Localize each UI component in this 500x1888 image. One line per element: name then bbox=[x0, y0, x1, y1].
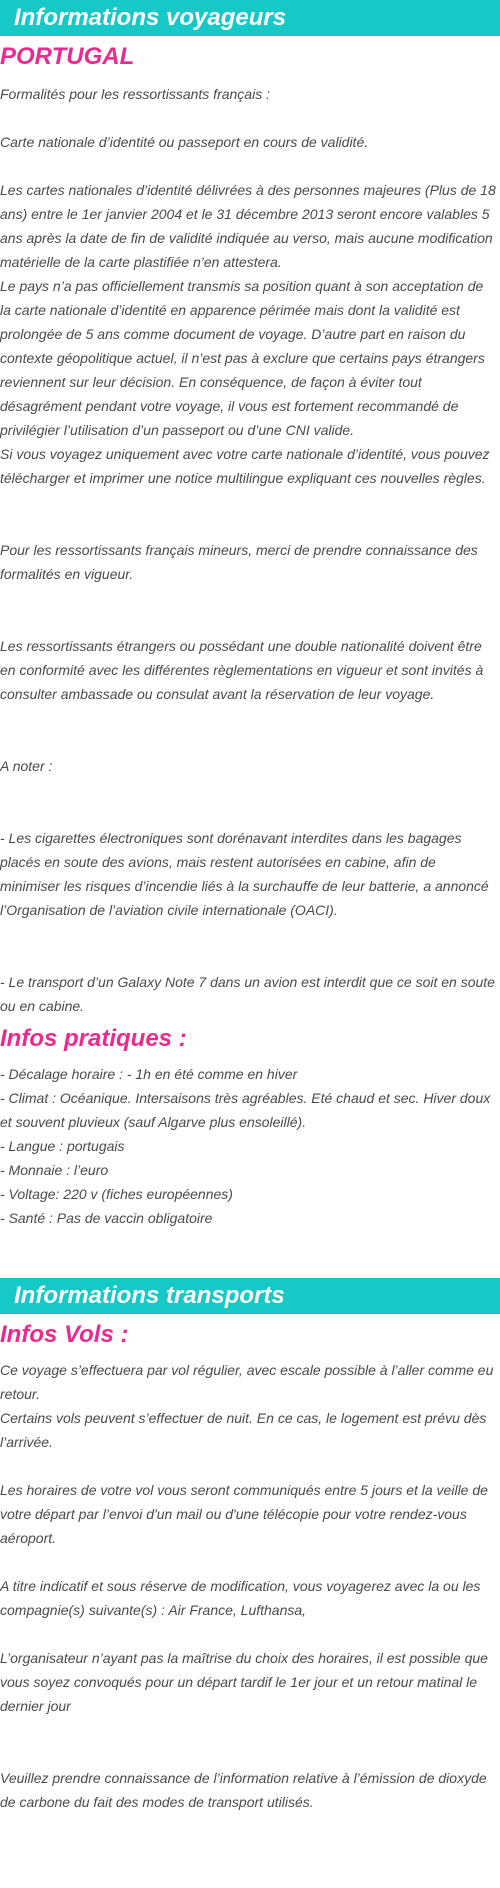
info-item-monnaie: - Monnaie : l’euro bbox=[0, 1162, 109, 1178]
info-item-langue: - Langue : portugais bbox=[0, 1138, 125, 1154]
dioxyde-paragraph: Veuillez prendre connaissance de l’information relative à l’émission de dioxyde de carbone du fait des modes de transport utilisés. bbox=[0, 1770, 487, 1810]
info-item-climat: - Climat : Océanique. Intersaisons très agréables. Eté chaud et sec. Hiver doux et souvent pluvieux (sauf Algarve plus ensoleillé). bbox=[0, 1090, 491, 1130]
info-item-decalage: - Décalage horaire : - 1h en été comme en hiver bbox=[0, 1066, 298, 1082]
country-title: PORTUGAL bbox=[0, 43, 135, 70]
pays-paragraph: Le pays n’a pas officiellement transmis sa position quant à son acceptation de la carte nationale d’identité en apparence périmée mais dont la validité est prolongée de 5 ans comme document de voyage. D’autre part en raison du contexte géopolitique actuel, il n’est pas à exclure que certains pays étrangers reviennent sur leur décision. En conséquence, de façon à éviter tout désagrément pendant votre voyage, il vous est fortement recommandé de privilégier l’utilisation d’un passeport ou d’une CNI valide. bbox=[0, 278, 485, 438]
vol-regulier-paragraph: Ce voyage s’effectuera par vol régulier, avec escale possible à l’aller comme eu retour. bbox=[0, 1362, 494, 1402]
mineurs-paragraph: Pour les ressortissants français mineurs, merci de prendre connaissance des formalités en vigueur. bbox=[0, 542, 478, 582]
horaires-paragraph: Les horaires de votre vol vous seront communiqués entre 5 jours et la veille de votre départ par l’envoi d'un mail ou d'une télécopie pour votre rendez-vous aéroport. bbox=[0, 1482, 488, 1546]
transports-header: Informations transports bbox=[0, 1278, 500, 1314]
formalites-intro: Formalités pour les ressortissants français : bbox=[0, 86, 270, 102]
a-noter-label: A noter : bbox=[0, 758, 53, 774]
voyageurs-header: Informations voyageurs bbox=[0, 0, 500, 36]
organisateur-paragraph: L’organisateur n’ayant pas la maîtrise du choix des horaires, il est possible que vous soyez convoqués pour un départ tardif le 1er jour et un retour matinal le dernier jour bbox=[0, 1650, 488, 1714]
infos-vols-title: Infos Vols : bbox=[0, 1321, 129, 1348]
galaxy-paragraph: - Le transport d’un Galaxy Note 7 dans un avion est interdit que ce soit en soute ou en cabine. bbox=[0, 974, 495, 1014]
infos-pratiques-title: Infos pratiques : bbox=[0, 1025, 187, 1052]
info-item-voltage: - Voltage: 220 v (fiches européennes) bbox=[0, 1186, 233, 1202]
cni-paragraph: Les cartes nationales d’identité délivrées à des personnes majeures (Plus de 18 ans) entre le 1er janvier 2004 et le 31 décembre 2013 seront encore valables 5 ans après la date de fin de validité indiquée au verso, mais aucune modification matérielle de la carte plastifiée n’en attestera. bbox=[0, 182, 496, 270]
compagnies-paragraph: A titre indicatif et sous réserve de modification, vous voyagerez avec la ou les compagnie(s) suivante(s) : Air France, Lufthansa, bbox=[0, 1578, 481, 1618]
notice-paragraph: Si vous voyagez uniquement avec votre carte nationale d’identité, vous pouvez télécharger et imprimer une notice multilingue expliquant ces nouvelles règles. bbox=[0, 446, 490, 486]
etrangers-paragraph: Les ressortissants étrangers ou possédant une double nationalité doivent être en conformité avec les différentes règlementations en vigueur et sont invités à consulter ambassade ou consulat avant la réservation de leur voyage. bbox=[0, 638, 484, 702]
cigarettes-paragraph: - Les cigarettes électroniques sont dorénavant interdites dans les bagages placés en soute des avions, mais restent autorisées en cabine, afin de minimiser les risques d’incendie liés à la surchauffe de leur batterie, a annoncé l’Organisation de l’aviation civile internationale (OACI). bbox=[0, 830, 489, 918]
info-item-sante: - Santé : Pas de vaccin obligatoire bbox=[0, 1210, 213, 1226]
carte-requirement: Carte nationale d’identité ou passeport en cours de validité. bbox=[0, 134, 369, 150]
vols-nuit-paragraph: Certains vols peuvent s’effectuer de nuit. En ce cas, le logement est prévu dès l’arrivée. bbox=[0, 1410, 487, 1450]
